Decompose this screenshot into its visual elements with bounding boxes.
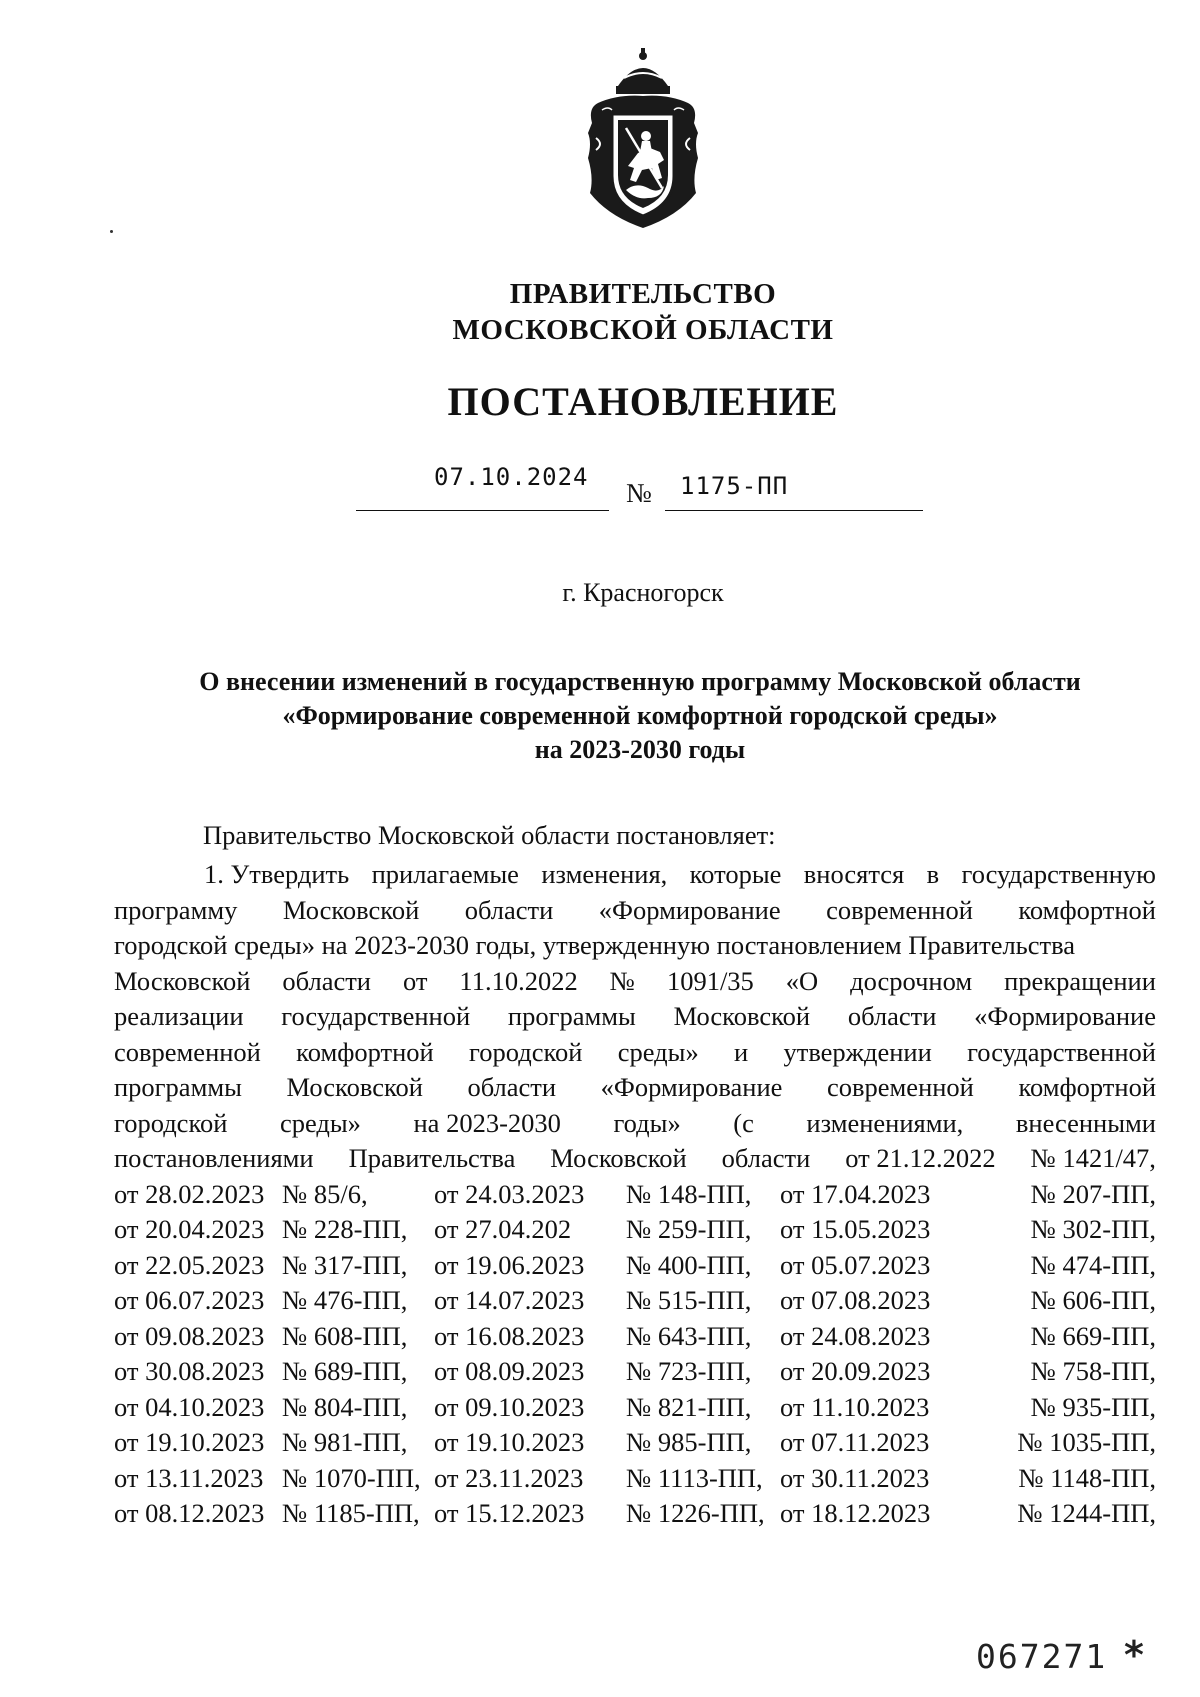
body-word: комфортной: [296, 1036, 434, 1067]
reference-number: № 317-ПП,: [282, 1249, 408, 1280]
reference-number: № 935-ПП,: [1030, 1391, 1156, 1422]
reference-date: от 05.07.2023: [780, 1249, 931, 1280]
body-word: городской: [114, 1107, 228, 1138]
body-word: утверждении: [783, 1036, 932, 1067]
reference-number: № 821-ПП,: [626, 1391, 752, 1422]
body-word: которые: [689, 859, 782, 889]
body-word: среды»: [617, 1036, 699, 1067]
subject-line: «Формирование современной комфортной городской среды»: [282, 701, 998, 730]
subject-line: О внесении изменений в государственную программу Московской области: [199, 667, 1081, 696]
body-word: государственной: [967, 1036, 1156, 1067]
body-word: изменениями,: [806, 1107, 964, 1138]
reference-date: от 06.07.2023: [114, 1285, 265, 1315]
body-lines: [114, 857, 1156, 1177]
body-word: городской: [469, 1036, 583, 1067]
serial-number: 067271: [976, 1637, 1108, 1676]
reference-number: № 608-ПП,: [282, 1320, 408, 1351]
reference-number: № 302-ПП,: [1030, 1214, 1156, 1244]
body-word: №: [609, 965, 635, 996]
reference-date: от 09.10.2023: [434, 1391, 585, 1422]
body-word: вносятся: [803, 859, 905, 889]
reference-number: № 1035-ПП,: [1017, 1427, 1156, 1457]
body-line: [114, 1141, 1156, 1177]
body-word: области: [464, 894, 554, 925]
reference-row: [114, 1212, 1156, 1248]
reference-date: от 17.04.2023: [780, 1178, 931, 1209]
reference-row: [114, 1496, 1156, 1532]
document-date: 07.10.2024: [434, 463, 589, 491]
reference-number: № 400-ПП,: [626, 1249, 752, 1280]
body-word: городской среды» на 2023-2030 годы, утвержденную постановлением Правительства: [114, 930, 1076, 960]
reference-number: № 643-ПП,: [626, 1320, 752, 1351]
reference-number: № 474-ПП,: [1030, 1249, 1156, 1280]
reference-date: от 18.12.2023: [780, 1498, 931, 1528]
reference-date: от 15.05.2023: [780, 1214, 931, 1244]
reference-row: [114, 1390, 1156, 1426]
body-word: государственной: [281, 1001, 471, 1031]
body-word: области: [721, 1143, 811, 1173]
reference-number: № 981-ПП,: [282, 1427, 408, 1457]
body-paragraph: [114, 857, 1156, 1532]
reference-number: № 669-ПП,: [1030, 1320, 1156, 1351]
reference-row: [114, 1319, 1156, 1355]
references-table: [114, 1177, 1156, 1532]
reference-number: № 207-ПП,: [1030, 1178, 1156, 1209]
subject-line: на 2023-2030 годы: [534, 735, 746, 764]
reference-number: № 606-ПП,: [1030, 1285, 1156, 1315]
body-word: Московской: [286, 1072, 423, 1102]
reference-date: от 16.08.2023: [434, 1320, 585, 1351]
body-word: Московской: [114, 965, 251, 996]
reference-number: № 985-ПП,: [626, 1427, 752, 1457]
body-word: Московской: [282, 894, 420, 925]
body-word: Московской: [550, 1143, 687, 1173]
body-line: [114, 928, 1156, 964]
reference-date: от 24.03.2023: [434, 1178, 585, 1209]
body-word: от 21.12.2022: [845, 1143, 996, 1173]
body-word: изменения,: [541, 859, 668, 889]
reference-date: от 20.09.2023: [780, 1356, 931, 1386]
reference-row: [114, 1177, 1156, 1213]
number-underline: [665, 510, 923, 511]
body-word: реализации: [114, 1001, 244, 1031]
reference-number: № 228-ПП,: [282, 1214, 408, 1244]
reference-number: № 85/6,: [282, 1178, 368, 1209]
org-name-line-2: МОСКОВСКОЙ ОБЛАСТИ: [452, 314, 834, 346]
number-sign: №: [626, 478, 652, 508]
moscow-oblast-coat-of-arms-icon: [578, 48, 708, 233]
reference-date: от 19.10.2023: [114, 1427, 265, 1457]
body-word: программы: [114, 1072, 242, 1102]
document-type-heading: ПОСТАНОВЛЕНИЕ: [447, 379, 839, 424]
reference-row: [114, 1283, 1156, 1319]
document-subject: [150, 665, 1130, 767]
reference-date: от 04.10.2023: [114, 1391, 265, 1422]
body-word: «О: [785, 965, 819, 996]
body-word: комфортной: [1018, 894, 1156, 925]
reference-number: № 804-ПП,: [282, 1391, 408, 1422]
reference-date: от 28.02.2023: [114, 1178, 265, 1209]
reference-number: № 515-ПП,: [626, 1285, 752, 1315]
reference-date: от 07.11.2023: [780, 1427, 930, 1457]
body-line: [114, 964, 1156, 1000]
reference-date: от 13.11.2023: [114, 1462, 264, 1493]
body-word: программы: [507, 1001, 636, 1031]
body-word: в: [926, 859, 940, 889]
body-word: годы»: [613, 1107, 681, 1138]
body-word: области: [282, 965, 371, 996]
body-word: «Формирование: [974, 1001, 1156, 1031]
reference-date: от 30.08.2023: [114, 1356, 265, 1386]
reference-date: от 22.05.2023: [114, 1249, 265, 1280]
reference-date: от 15.12.2023: [434, 1498, 585, 1528]
body-word: от: [402, 965, 428, 996]
body-word: № 1421/47,: [1030, 1143, 1156, 1173]
body-word: современной: [827, 1072, 974, 1102]
body-line: [114, 857, 1156, 893]
body-word: постановлениями: [114, 1143, 314, 1173]
reference-date: от 24.08.2023: [780, 1320, 931, 1351]
body-word: прекращении: [1004, 965, 1156, 996]
reference-date: от 08.09.2023: [434, 1356, 585, 1386]
org-name-line-1: ПРАВИТЕЛЬСТВО: [509, 278, 777, 310]
reference-date: от 09.08.2023: [114, 1320, 265, 1351]
body-word: (с: [733, 1107, 754, 1138]
body-line: [114, 1035, 1156, 1071]
scan-speck: [110, 230, 113, 233]
reference-row: [114, 1425, 1156, 1461]
reference-date: от 27.04.202: [434, 1214, 572, 1244]
reference-date: от 14.07.2023: [434, 1285, 585, 1315]
reference-number: № 723-ПП,: [626, 1356, 752, 1386]
body-word: современной: [114, 1036, 261, 1067]
body-word: среды»: [279, 1107, 361, 1138]
body-word: 1091/35: [666, 965, 754, 996]
reference-number: № 259-ПП,: [626, 1214, 752, 1244]
reference-date: от 07.08.2023: [780, 1285, 931, 1315]
reference-number: № 1185-ПП,: [282, 1498, 420, 1528]
reference-number: № 1070-ПП,: [282, 1462, 421, 1493]
preamble: Правительство Московской области постановляет:: [203, 820, 776, 850]
body-word: области: [467, 1072, 557, 1102]
reference-date: от 11.10.2023: [780, 1391, 930, 1422]
body-word: 11.10.2022: [459, 965, 578, 996]
body-word: области: [847, 1001, 937, 1031]
reference-number: № 1113-ПП,: [626, 1462, 763, 1493]
serial-mark: *: [1124, 1633, 1144, 1677]
body-word: комфортной: [1018, 1072, 1156, 1102]
body-line: [114, 999, 1156, 1035]
city-line: г. Красногорск: [562, 578, 724, 607]
reference-number: № 148-ПП,: [626, 1178, 752, 1209]
body-line: [114, 893, 1156, 929]
body-word: Правительства: [348, 1143, 516, 1173]
reference-date: от 19.10.2023: [434, 1427, 585, 1457]
date-underline: [356, 510, 609, 511]
body-word: досрочном: [850, 965, 973, 996]
body-word: современной: [826, 894, 973, 925]
reference-date: от 19.06.2023: [434, 1249, 585, 1280]
reference-number: № 758-ПП,: [1030, 1356, 1156, 1386]
body-word: 1. Утвердить: [204, 859, 350, 889]
body-word: «Формирование: [600, 1072, 783, 1102]
reference-date: от 30.11.2023: [780, 1462, 930, 1493]
body-word: «Формирование: [598, 894, 781, 925]
body-word: государственную: [961, 859, 1156, 889]
body-word: и: [734, 1036, 749, 1067]
reference-number: № 476-ПП,: [282, 1285, 408, 1315]
reference-number: № 1148-ПП,: [1018, 1462, 1156, 1493]
body-word: внесенными: [1015, 1107, 1156, 1138]
body-word: программу: [114, 894, 238, 925]
reference-row: [114, 1461, 1156, 1497]
body-word: Московской: [673, 1001, 811, 1031]
reference-row: [114, 1248, 1156, 1284]
reference-date: от 08.12.2023: [114, 1498, 265, 1528]
reference-number: № 1244-ПП,: [1017, 1498, 1156, 1528]
reference-number: № 1226-ПП,: [626, 1498, 765, 1528]
document-number: 1175-ПП: [680, 472, 789, 500]
body-line: [114, 1106, 1156, 1142]
reference-date: от 23.11.2023: [434, 1462, 584, 1493]
body-word: прилагаемые: [371, 859, 519, 889]
body-line: [114, 1070, 1156, 1106]
reference-number: № 689-ПП,: [282, 1356, 408, 1386]
body-word: на 2023-2030: [413, 1107, 561, 1138]
reference-date: от 20.04.2023: [114, 1214, 265, 1244]
reference-row: [114, 1354, 1156, 1390]
